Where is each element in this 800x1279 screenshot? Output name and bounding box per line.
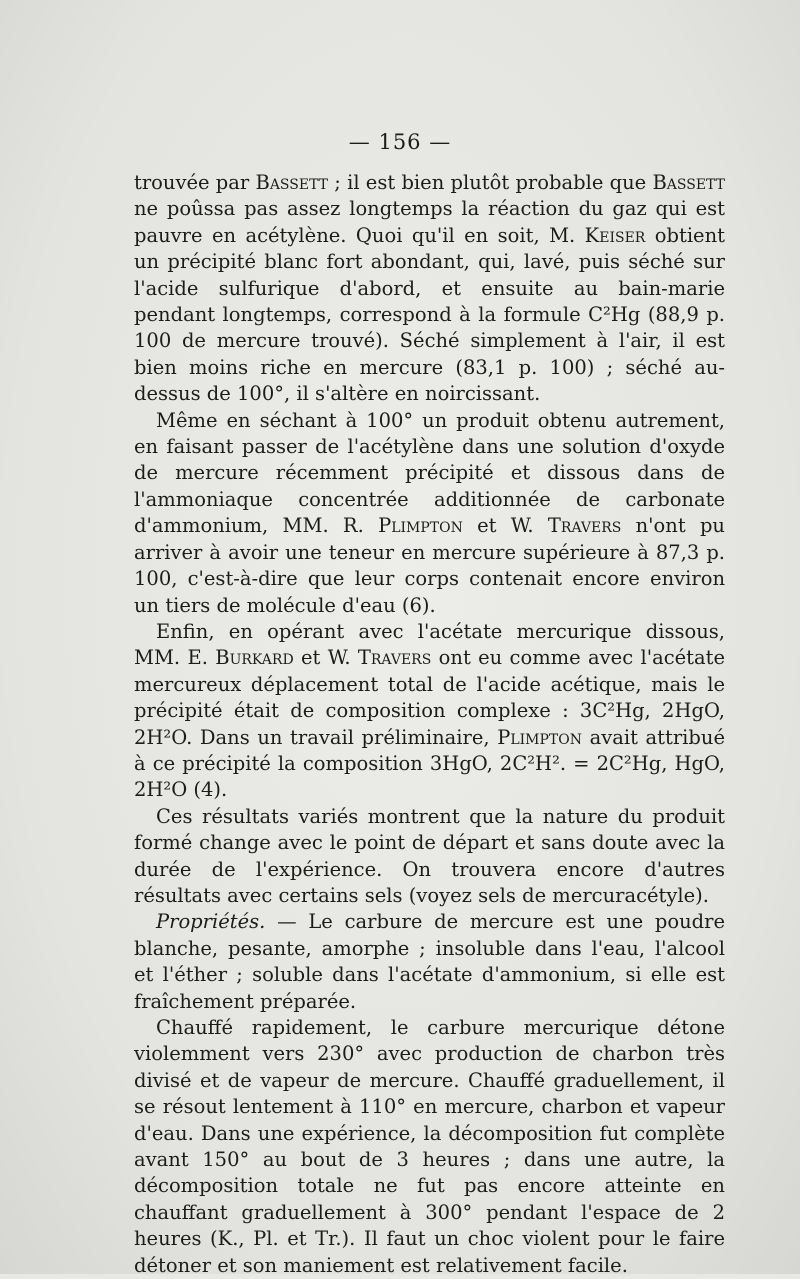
text-run: trouvée par	[134, 171, 256, 194]
paragraph	[134, 1015, 725, 1279]
paragraph	[134, 619, 725, 804]
paragraph	[134, 408, 725, 619]
text-run: Enfin, en opérant avec l'acétate mercurique dissous, MM. E.	[134, 619, 725, 670]
text-run: Chauffé rapidement, le carbure mercurique détone violemment vers 230° avec production de charbon très divisé et de vapeur de mercure. Chauffé graduellement, il se résout lentement à 110° en mercure, charbon et vapeur d'eau. Dans une expérience, la décomposition fut complète avant 150° au bout de 3 heures ; dans une autre, la décomposition totale ne fut pas encore atteinte en chauffant graduellement à 300° pendant l'espace de 2 heures (K., Pl. et Tr.). Il faut un choc violent pour le faire détoner et son maniement est relativement facile.	[134, 1016, 725, 1277]
author-name: Bassett	[652, 171, 725, 194]
text-run: — Le carbure de mercure est une poudre blanche, pesante, amorphe ; insoluble dans l'eau, l'alcool et l'éther ; soluble dans l'acétate d'ammonium, si elle est fraîchement préparée.	[134, 910, 725, 1013]
paragraph	[134, 909, 725, 1015]
text-run: et W.	[293, 646, 358, 670]
page-number: — 156 —	[348, 130, 452, 154]
body-text	[134, 170, 725, 1279]
text-run: ne poûssa pas assez longtemps la réaction du gaz qui est pauvre en acétylène. Quoi qu'il en soit, M.	[134, 197, 725, 247]
paragraph	[134, 170, 725, 408]
text-run: ; il est bien plutôt probable que	[328, 171, 653, 194]
paragraph	[134, 804, 725, 910]
text-run: Même en séchant à 100° un produit obtenu autrement, en faisant passer de l'acétylène dans une solution d'oxyde de mercure récemment précipité et dissous dans de l'ammoniaque concentrée additionnée de carbonate d'ammonium, MM. R.	[134, 408, 725, 538]
text-run: et W.	[462, 514, 548, 538]
text-run: ont eu comme avec l'acétate mercureux déplacement total de l'acide acétique, mais le précipité était de composition complexe : 3C²Hg, 2HgO, 2H²O. Dans un travail préliminaire,	[134, 646, 725, 749]
section-heading: Propriétés.	[156, 910, 266, 934]
author-name: Burkard	[215, 646, 294, 670]
author-name: Travers	[357, 646, 432, 670]
author-name: Plimpton	[497, 725, 582, 749]
text-run: avait attribué à ce précipité la composition 3HgO, 2C²H². = 2C²Hg, HgO, 2H²O (4).	[134, 725, 725, 802]
author-name: Plimpton	[378, 514, 463, 538]
author-name: Travers	[547, 514, 622, 538]
author-name: Bassett	[255, 171, 329, 194]
text-run: Ces résultats variés montrent que la nature du produit formé change avec le point de départ et sans doute avec la durée de l'expérience. On trouvera encore d'autres résultats avec certains sels (voyez sels de mercuracétyle).	[134, 804, 725, 907]
text-run: n'ont pu arriver à avoir une teneur en mercure supérieure à 87,3 p. 100, c'est-à-dire que leur corps contenait encore environ un tiers de molécule d'eau (6).	[134, 514, 725, 617]
author-name: Keiser	[584, 223, 646, 247]
text-run: obtient un précipité blanc fort abondant, qui, lavé, puis séché sur l'acide sulfurique d'abord, et ensuite au bain-marie pendant longtemps, correspond à la formule C²Hg (88,9 p. 100 de mercure trouvé). Séché simplement à l'air, il est bien moins riche en mercure (83,1 p. 100) ; séché au-dessus de 100°, il s'altère en noircissant.	[134, 223, 725, 406]
